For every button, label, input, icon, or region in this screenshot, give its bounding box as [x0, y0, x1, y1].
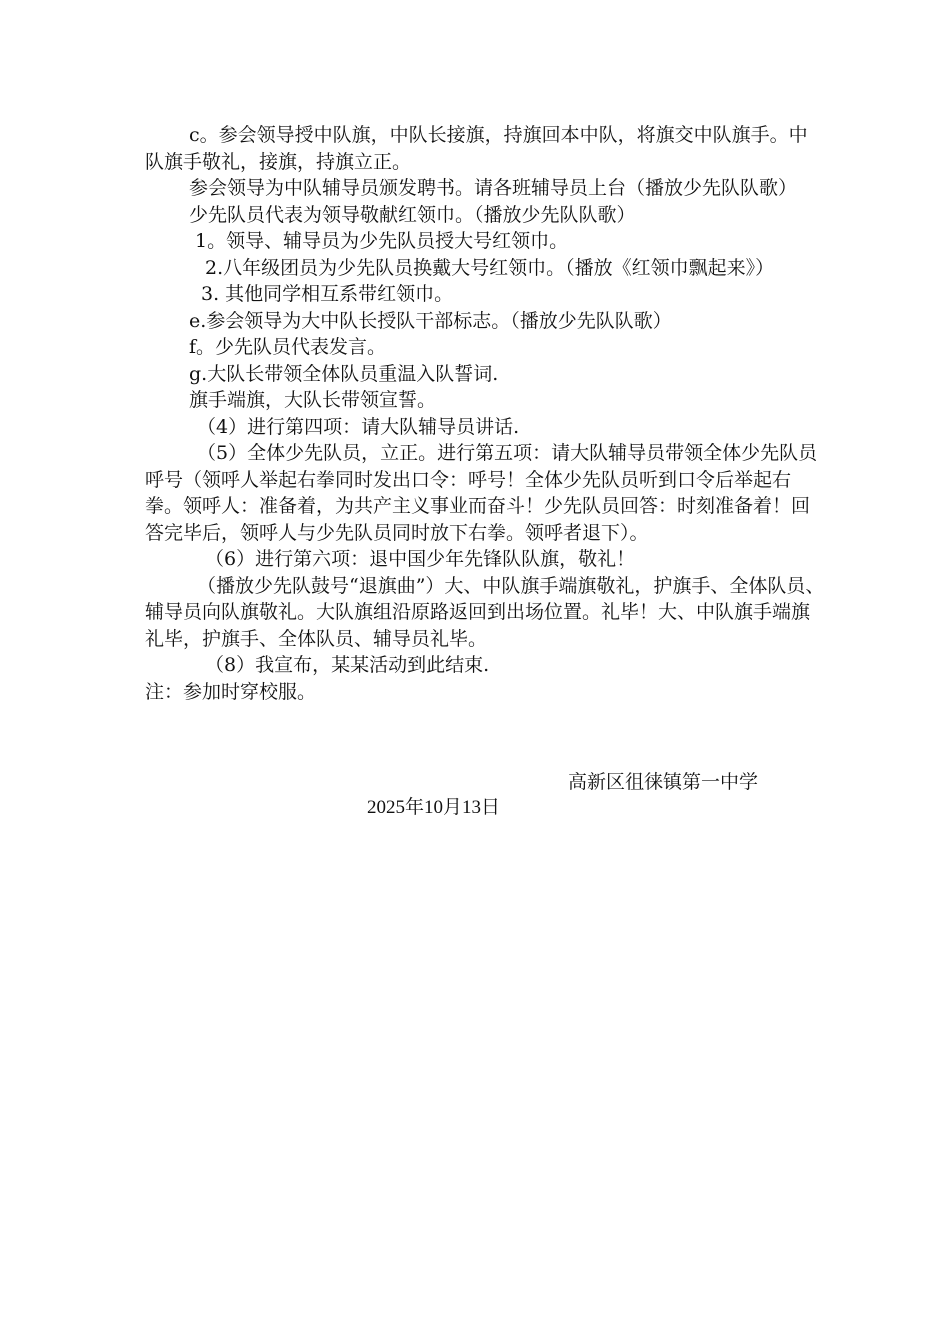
paragraph-step-8: （8）我宣布，某某活动到此结束.	[205, 654, 490, 676]
document-body	[145, 122, 825, 705]
document-date: 2025年10月13日	[367, 797, 501, 818]
paragraph-g-oath: g.大队长带领全体队员重温入队誓词.	[189, 362, 499, 385]
paragraph-step-4: （4）进行第四项：请大队辅导员讲话.	[197, 415, 520, 438]
paragraph-step-6: （6）进行第六项：退中国少年先锋队队旗，敬礼！	[205, 548, 636, 570]
paragraph-present-scarf: 少先队员代表为领导敬献红领巾。（播放少先队队歌）	[189, 203, 636, 226]
paragraph-counselor-appointment: 参会领导为中队辅导员颁发聘书。请各班辅导员上台（播放少先队队歌）	[189, 177, 798, 199]
paragraph-e-badges: e.参会领导为大中队长授队干部标志。（播放少先队队歌）	[189, 309, 672, 332]
paragraph-c-flag-award: c。参会领导授中队旗，中队长接旗，持旗回本中队，将旗交中队旗手。中队旗手敬礼，接旗，持旗立正。	[145, 124, 808, 173]
paragraph-note: 注：参加时穿校服。	[145, 680, 317, 703]
paragraph-step-5: （5）全体少先队员，立正。进行第五项：请大队辅导员带领全体少先队员呼号（领呼人举起右拳同时发出口令：呼号！全体少先队员听到口令后举起右拳。领呼人：准备着，为共产主义事业而奋斗！少先队员回答：时刻准备着！回答完毕后，领呼人与少先队员同时放下右拳。领呼者退下）。	[145, 442, 818, 544]
paragraph-flag-bearer-oath: 旗手端旗，大队长带领宣誓。	[189, 389, 437, 411]
paragraph-item-3: 3. 其他同学相互系带红领巾。	[201, 283, 454, 305]
paragraph-item-1: 1。领导、辅导员为少先队员授大号红领巾。	[195, 230, 569, 252]
paragraph-f-speech: f。少先队员代表发言。	[189, 336, 387, 358]
paragraph-item-2: 2.八年级团员为少先队员换戴大号红领巾。（播放《红领巾飘起来》）	[205, 256, 775, 279]
school-signature: 高新区徂徕镇第一中学	[568, 771, 759, 793]
paragraph-flag-retire: （播放少先队鼓号“退旗曲”）大、中队旗手端旗敬礼，护旗手、全体队员、辅导员向队旗敬礼。大队旗组沿原路返回到出场位置。礼毕！大、中队旗手端旗礼毕，护旗手、全体队员、辅导员礼毕。	[145, 574, 825, 650]
